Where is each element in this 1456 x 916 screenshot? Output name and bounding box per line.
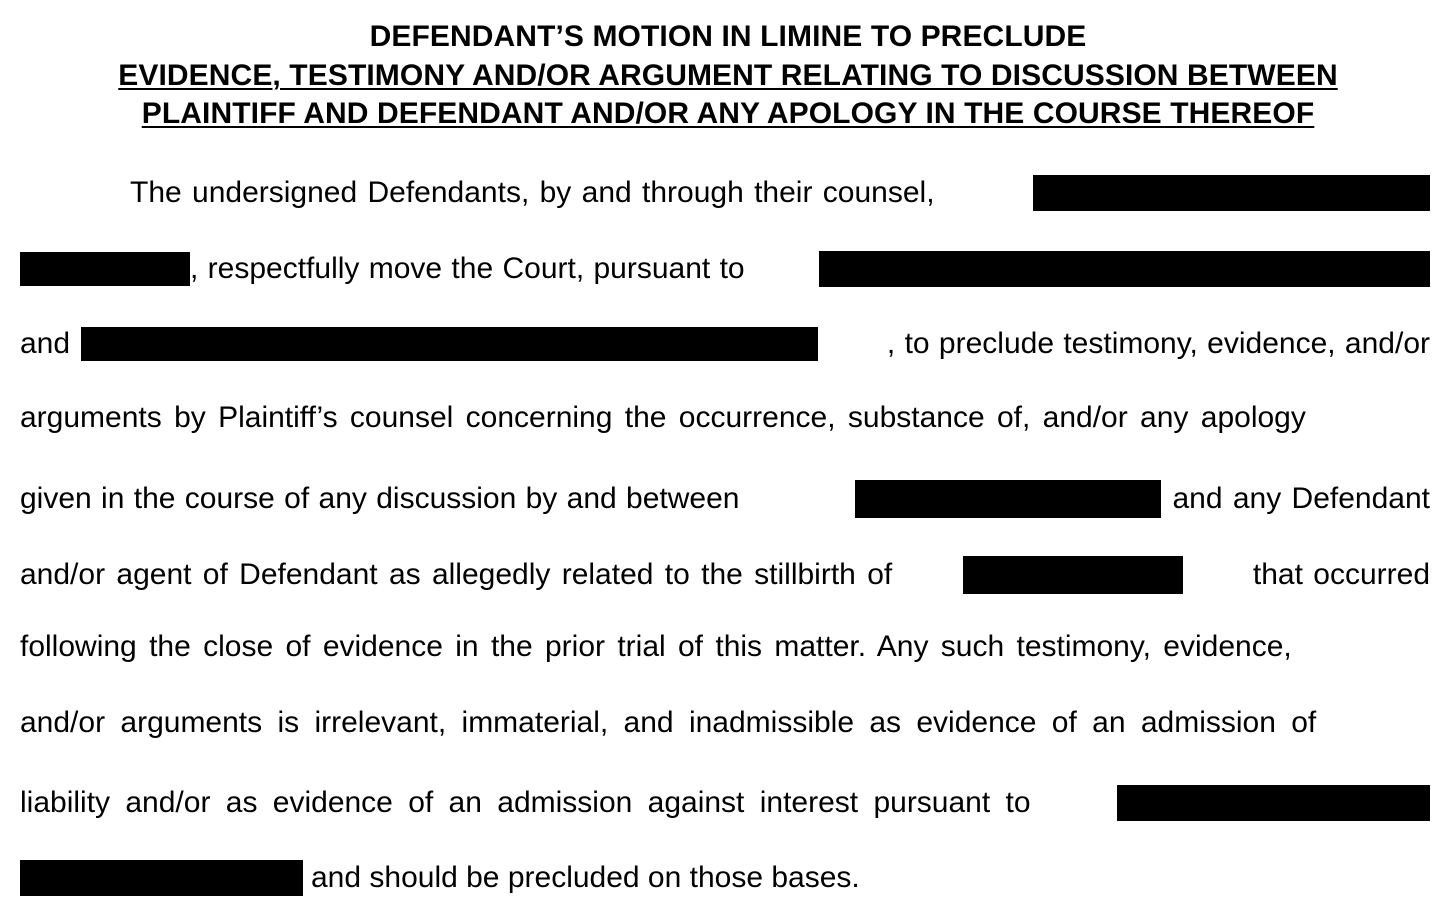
redaction-bar (20, 252, 190, 286)
body-line-2 (20, 251, 1430, 287)
body-text-line-5b: and any Defendant (1172, 482, 1430, 515)
redaction-bar (855, 480, 1161, 518)
title-text-2: EVIDENCE, TESTIMONY AND/OR ARGUMENT RELATING TO DISCUSSION BETWEEN (118, 59, 1338, 92)
redaction-bar (81, 327, 818, 361)
body-line-1 (20, 175, 1430, 211)
document-title-line-2 (0, 61, 1456, 91)
body-line-3 (20, 327, 1430, 361)
body-text-line-2: , respectfully move the Court, pursuant to (190, 252, 745, 285)
redaction-bar (1117, 785, 1430, 821)
body-text-line-5a: given in the course of any discussion by and between (20, 482, 740, 515)
title-text-1: DEFENDANT’S MOTION IN LIMINE TO PRECLUDE (369, 20, 1087, 53)
document-title-line-3 (0, 99, 1456, 129)
body-line-5 (20, 480, 1430, 518)
body-text-line-9: liability and/or as evidence of an admission against interest pursuant to (20, 786, 1031, 819)
redaction-bar (963, 556, 1183, 594)
body-text-line-3a: and (20, 327, 71, 360)
body-line-4 (20, 403, 1430, 433)
body-line-6 (20, 556, 1430, 594)
redaction-bar (20, 860, 303, 896)
body-text-line-10: and should be precluded on those bases. (311, 861, 860, 894)
body-line-7 (20, 632, 1430, 662)
body-text-line-8: and/or arguments is irrelevant, immaterial, and inadmissible as evidence of an admission of (20, 706, 1317, 739)
body-text-line-7: following the close of evidence in the prior trial of this matter. Any such testimony, evidence, (20, 630, 1292, 663)
document-title-line-1 (0, 22, 1456, 52)
redaction-bar (1033, 175, 1430, 211)
body-text-line-6b: that occurred (1252, 558, 1430, 591)
body-line-9 (20, 785, 1430, 821)
body-line-10 (20, 860, 1430, 896)
body-line-8 (20, 708, 1430, 738)
body-text-line-3b: , to preclude testimony, evidence, and/or (886, 327, 1430, 360)
body-text-line-1: The undersigned Defendants, by and through their counsel, (130, 176, 935, 209)
redaction-bar (819, 251, 1430, 287)
body-text-line-4: arguments by Plaintiff’s counsel concerning the occurrence, substance of, and/or any apology (20, 401, 1306, 434)
body-text-line-6a: and/or agent of Defendant as allegedly related to the stillbirth of (20, 558, 893, 591)
title-text-3: PLAINTIFF AND DEFENDANT AND/OR ANY APOLOGY IN THE COURSE THEREOF (141, 97, 1315, 130)
